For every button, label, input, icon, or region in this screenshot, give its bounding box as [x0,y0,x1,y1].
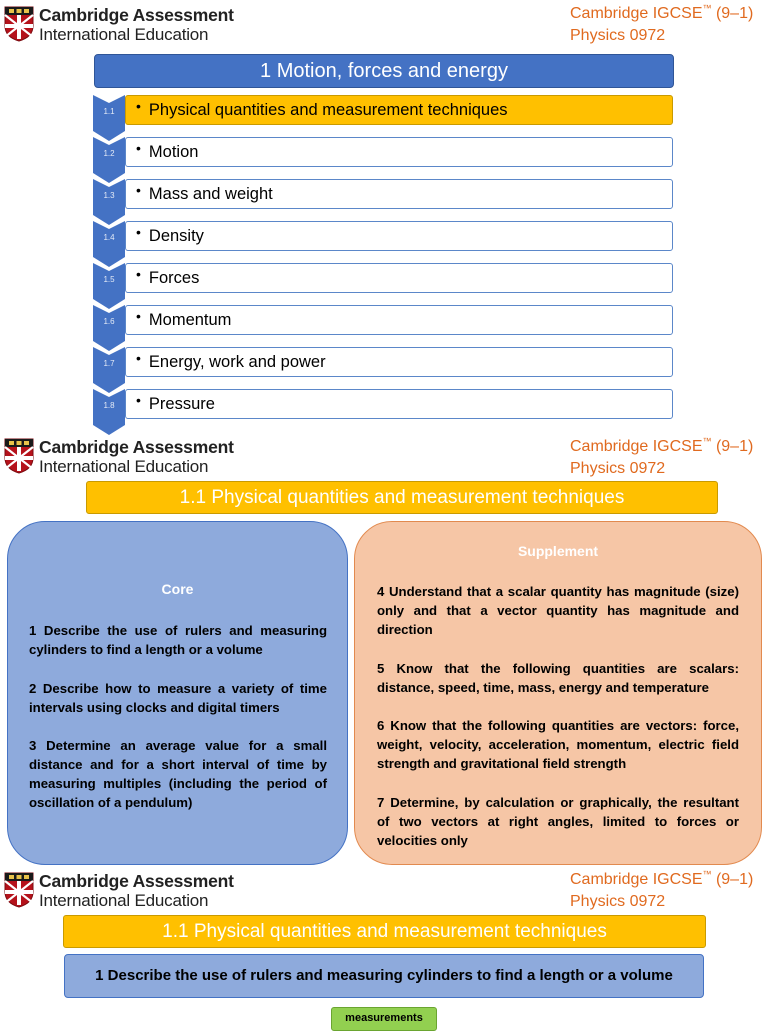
supplement-title: Supplement [517,543,599,559]
topic-item-pressure[interactable] [125,389,673,419]
chevron-marker-icon [93,95,125,141]
chevron-marker-icon [93,137,125,183]
topic-label: Energy, work and power [148,352,326,371]
trademark: ™ [702,436,712,446]
igcse-grade: (9–1) [715,871,754,888]
chevron-marker-icon [93,305,125,351]
core-point-3: 3 Determine an average value for a small distance and for a short interval of time by measuring multiples (including the period of oscillation of a pendulum) [29,738,327,810]
topic-item-density[interactable] [125,221,673,251]
bullet-icon: • [136,266,141,282]
trademark: ™ [702,3,712,13]
course-code: Physics 0972 [570,893,666,910]
bullet-icon: • [136,182,141,198]
supplement-point-5: 5 Know that the following quantities are scalars: distance, speed, time, mass, energy and temperature [377,661,739,695]
cambridge-shield-icon [4,438,34,474]
chevron-number: 1.5 [103,275,115,284]
chevron-number: 1.3 [103,191,115,200]
chevron-number: 1.1 [103,107,115,116]
chevron-marker-icon [93,263,125,309]
trademark: ™ [702,869,712,879]
cambridge-shield-icon [4,872,34,908]
section-title: 1.1 Physical quantities and measurement techniques [86,481,718,514]
bullet-icon: • [136,350,141,366]
chevron-marker-icon [93,389,125,435]
section-title: 1.1 Physical quantities and measurement techniques [63,915,706,948]
igcse-title: Cambridge IGCSE [570,5,703,22]
course-code: Physics 0972 [570,460,666,477]
topic-label: Density [148,226,204,245]
core-title: Core [161,581,194,597]
supplement-box [354,521,762,865]
brand-logo [4,870,244,914]
topic-label: Forces [148,268,200,287]
igcse-grade: (9–1) [715,5,754,22]
igcse-grade: (9–1) [715,438,754,455]
chevron-number: 1.7 [103,359,115,368]
chevron-number: 1.6 [103,317,115,326]
supplement-point-6: 6 Know that the following quantities are vectors: force, weight, velocity, acceleration, momentum, electric field strength and gravitational field strength [377,718,739,771]
brand-name-line2: International Education [39,457,209,476]
topic-label: Mass and weight [148,184,273,203]
chevron-marker-icon [93,347,125,393]
course-code: Physics 0972 [570,27,666,44]
bullet-icon: • [136,140,141,156]
bullet-icon: • [136,308,141,324]
igcse-title: Cambridge IGCSE [570,871,703,888]
core-point-2: 2 Describe how to measure a variety of time intervals using clocks and digital timers [29,681,327,715]
topic-label: Motion [148,142,199,161]
brand-logo [4,4,244,48]
cambridge-shield-icon [4,6,34,42]
chevron-marker-icon [93,221,125,267]
core-box [7,521,348,865]
brand-logo [4,436,244,480]
topic-item-energy[interactable] [125,347,673,377]
brand-name-line1: Cambridge Assessment [39,871,234,891]
page-title: 1 Motion, forces and energy [94,54,674,88]
topic-label: Pressure [148,394,215,413]
chevron-number: 1.8 [103,401,115,410]
brand-name-line1: Cambridge Assessment [39,437,234,457]
chevron-marker-icon [93,179,125,225]
brand-name-line2: International Education [39,25,209,44]
topic-label: Momentum [148,310,232,329]
brand-name-line2: International Education [39,891,209,910]
measurements-tag[interactable]: measurements [331,1007,437,1031]
chevron-number: 1.2 [103,149,115,158]
topic-item-forces[interactable] [125,263,673,293]
igcse-title: Cambridge IGCSE [570,438,703,455]
brand-name-line1: Cambridge Assessment [39,5,234,25]
chevron-number: 1.4 [103,233,115,242]
topic-item-momentum[interactable] [125,305,673,335]
topic-item-mass-weight[interactable] [125,179,673,209]
supplement-point-4: 4 Understand that a scalar quantity has magnitude (size) only and that a vector quantity has magnitude and direction [377,584,739,637]
bullet-icon: • [136,392,141,408]
objective-box: 1 Describe the use of rulers and measuring cylinders to find a length or a volume [64,954,704,998]
supplement-point-7: 7 Determine, by calculation or graphically, the resultant of two vectors at right angles, limited to forces or velocities only [377,795,739,848]
bullet-icon: • [136,98,141,114]
topic-label: Physical quantities and measurement techniques [148,100,508,119]
topic-item-physical-quantities[interactable] [125,95,673,125]
bullet-icon: • [136,224,141,240]
topic-item-motion[interactable] [125,137,673,167]
core-point-1: 1 Describe the use of rulers and measuring cylinders to find a length or a volume [29,623,327,657]
